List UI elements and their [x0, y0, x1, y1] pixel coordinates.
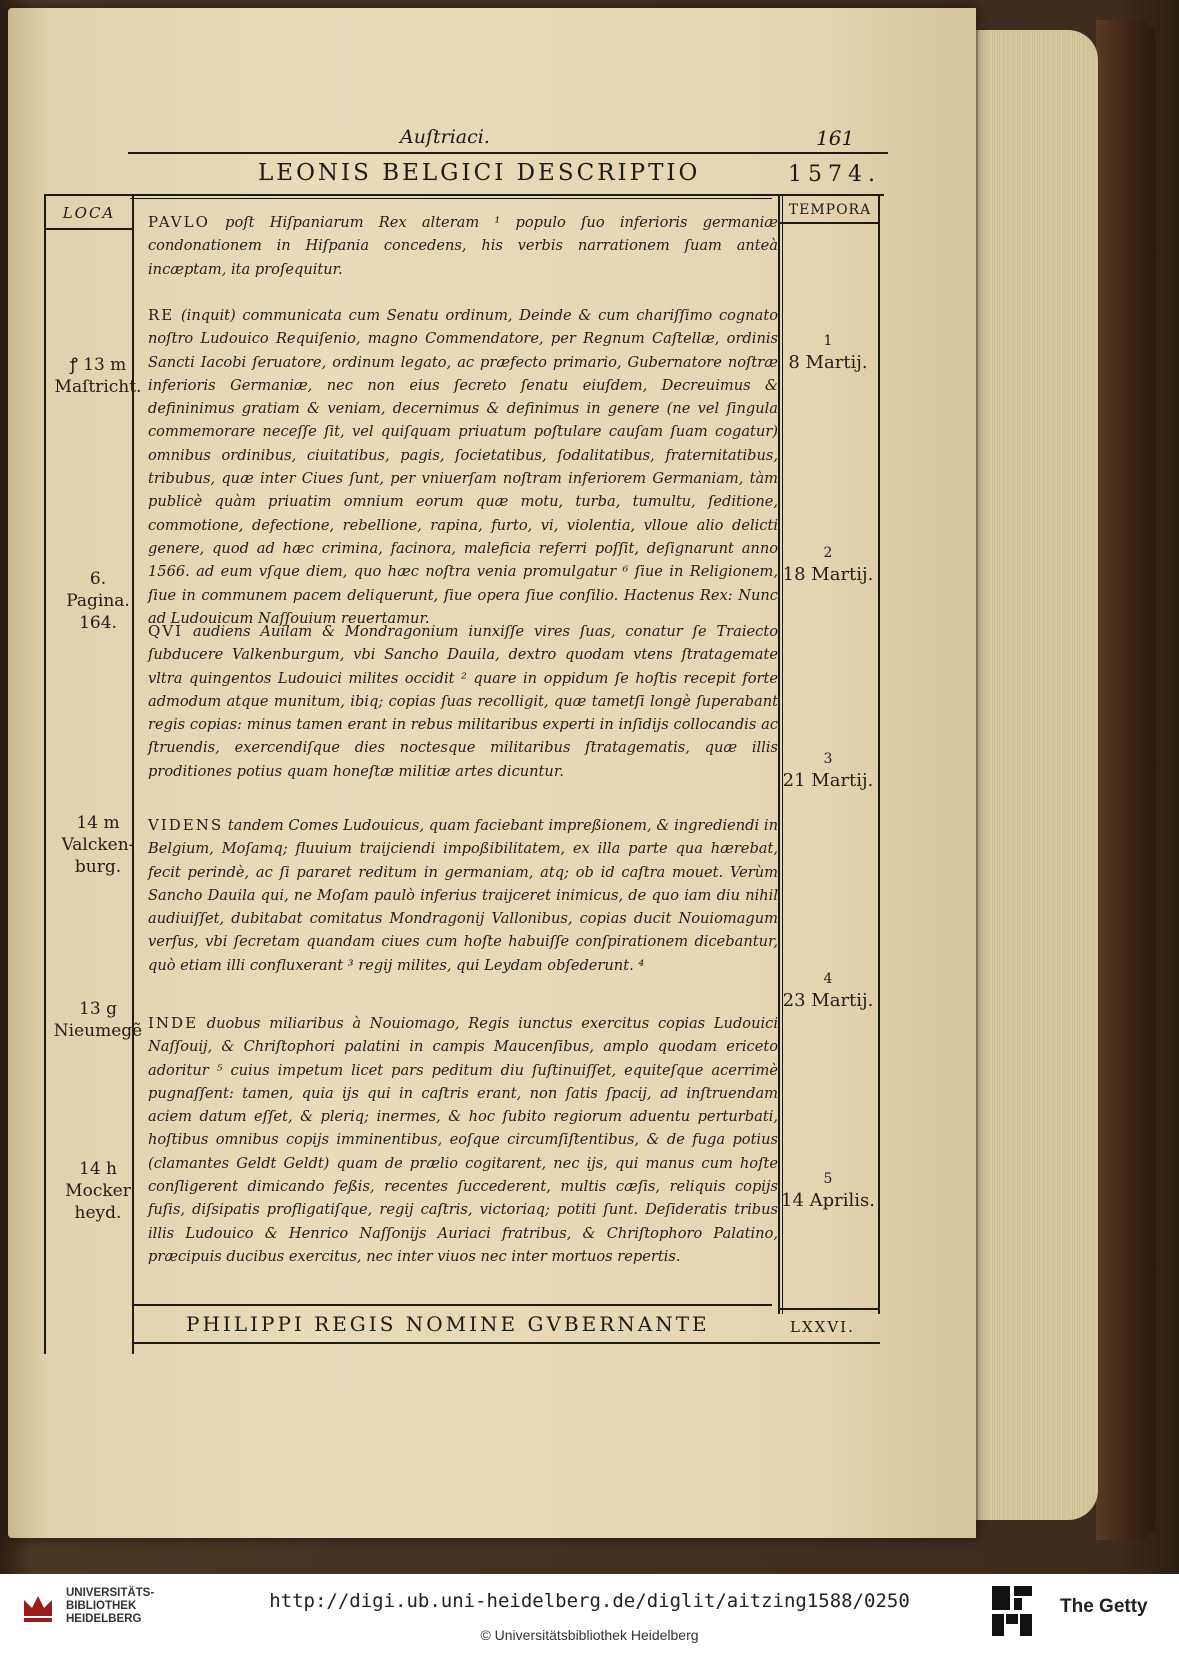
footer-title: PHILIPPI REGIS NOMINE GVBERNANTE	[186, 1312, 710, 1336]
paragraph-2-text: (inquit) communicata cum Senatu ordinum, Deinde & cum chariſſimo cognato noſtro Ludouico Requiſenio, magno Commendatore, per Regnum Caſtellæ, ordinis Sancti Iacobi ſeruatore, ordinum legato, ac præfecto primario, Gubernatore noſtræ inferioris Germaniæ, nec non eius ſecreto ſenatu eiuſdem, Decreuimus & defininimus gratiam & veniam, decernimus & definimus in genere (ne vel ſingula commemorare neceſſe ſit, vel quiſquam priuatum poſtulare cauſam ſuam cogatur) omnibus ordinibus, ciuitatibus, pagis, ſocietatibus, ſodalitatibus, fraternitatibus, tribubus, quæ inter Ciues ſunt, per vniuerſam noſtram inferiorem Germaniam, tàm publicè quàm priuatim omnium eorum quæ motu, turba, tumultu, ſeditione, commotione, defectione, rebellione, rapina, furto, vi, violentia, vlloue alio delicti genere, quod ad hæc crimina, facinora, maleficia referri poſſit, deſignarunt anno 1566. ad eum vſque diem, quo hæc noſtra venia promulgatur ⁶ ſiue in Religionem, ſiue in communem pacem deliquerunt, ſiue opera ſiue conſilio. Hactenus Rex: Nunc ad Ludouicum Naſſouium reuertamur.	[148, 307, 778, 627]
paragraph-5-text: duobus miliaribus à Nouiomago, Regis iunctus exercitus copias Ludouici Naſſouij, & Chriſtophori palatini in campis Maucenſibus, amplo quodam ericeto adoritur ⁵ cuius impetum licet pars peditum diu ſuſtinuiſſet, equiteſque acerrimè pugnaſſent: tamen, quia ijs qui in caſtris erant, non ſatis ſpacij, ad inſtruendam aciem datum eſſet, & pleriq; inermes, & hoc ſubito regiorum aduentu perturbati, hoſtibus omnibus copijs imminentibus, eoſque circumſiſtentibus, & de fuga potius (clamantes Geldt Geldt) quam de prælio cogitarent, nec ijs, qui manus cum hoſte conſligerent dimicando feßis, recentes ſuccederent, multis cæſis, reliquis copijs fuſis, diſsipatis profligatiſque, regij caſtris, victoriaq; potiti ſunt. Deſideratis tribus illis Ludouico & Henrico Naſſonijs Auriaci fratribus, & Chriſtophoro Palatino, præcipuis ducibus exercitus, nec inter viuos nec inter mortuos repertis.	[148, 1015, 778, 1265]
paragraph-5-lead: INDE	[148, 1014, 199, 1032]
book-cover-edge	[1096, 20, 1156, 1540]
loca-note-5: 14 h Mocker heyd.	[65, 1159, 131, 1223]
tempora-note-3: 3 21 Martij.	[782, 751, 874, 791]
frame-left-outer	[44, 194, 46, 1354]
getty-wordmark: The Getty	[1060, 1596, 1148, 1617]
header-year: 1574.	[788, 162, 881, 187]
paragraph-2	[148, 304, 778, 630]
paragraph-3-lead: QVI	[148, 622, 184, 640]
paragraph-3	[148, 620, 778, 783]
frame-top-rule-2	[130, 198, 772, 199]
paragraph-1	[148, 211, 778, 281]
paragraph-1-text: poſt Hiſpaniarum Rex alteram ¹ populo ſuo inferioris germaniæ condonationem in Hiſpania concedens, his verbis narrationem ſuam anteà incæptam, ita proſequitur.	[148, 214, 778, 278]
tempora-note-1: 1 8 Martij.	[788, 333, 868, 373]
paragraph-4-lead: VIDENS	[148, 816, 224, 834]
tempora-note-5: 5 14 Aprilis.	[781, 1171, 875, 1211]
paragraph-1-lead: PAVLO	[148, 213, 210, 231]
loca-label: LOCA	[62, 204, 116, 222]
paragraph-2-lead: RE	[148, 306, 175, 324]
footer-signature: LXXVI.	[790, 1318, 855, 1336]
tempora-note-4: 4 23 Martij.	[782, 971, 874, 1011]
paragraph-4	[148, 814, 778, 977]
loca-note-3: 14 m Valcken- burg.	[61, 813, 135, 877]
source-url[interactable]: http://digi.ub.uni-heidelberg.de/diglit/aitzing1588/0250	[269, 1590, 910, 1612]
ub-heidelberg-wordmark: UNIVERSITÄTS- BIBLIOTHEK HEIDELBERG	[66, 1587, 155, 1625]
paragraph-4-text: tandem Comes Ludouicus, quam faciebant impreßionem, & ingrediendi in Belgium, Moſamq; fluuium traijciendi impoßibilitatem, ex illa parte qua hærebat, fecit perindè, ac ſi pararet reditum in germaniam, atq; ob id caſtra mouet. Verùm Sancho Dauila qui, ne Moſam paulò inferius traijceret inimicus, de quo iam diu nihil audiuiſſet, dubitabat comitatus Mondragonij Vallonibus, copias ducit Nouiomagum verſus, vbi ſecretam quandam ciues cum hoſte habuiſſe conſpirationem dicebantur, quò etiam illi confluxerant ³ regij milites, qui Leydam obſederunt. ⁴	[148, 817, 778, 974]
book-page	[8, 8, 976, 1538]
page-stack	[976, 30, 1098, 1520]
paragraph-5	[148, 1012, 778, 1268]
footer-rule-right	[780, 1308, 880, 1310]
tempora-label: TEMPORA	[788, 202, 872, 218]
getty-logo-icon	[990, 1584, 1036, 1640]
copyright-notice: © Universitätsbibliothek Heidelberg	[480, 1627, 699, 1643]
loca-note-4: 13 g Nieumegẽ	[53, 999, 143, 1041]
running-head-title: Auſtriaci.	[400, 126, 490, 148]
footer-bottom-rule	[132, 1342, 880, 1344]
paragraph-3-text: audiens Auilam & Mondragonium iunxiſſe vires ſuas, conatur ſe Traiecto ſubducere Valkenburgum, vbi Sancho Dauila, dextro quodam vtens ſtratagemate vltra quingentos Ludouici milites occidit ² quare in oppidum ſe hoſtis recepit forte admodum atque munitum, ibiq; copias ſuas recolligit, quæ tametſi longè ſuperabant regis copias: minus tamen erant in rebus militaribus experti in inſidijs collocandis ac ſtruendis, exercendiſque dies noctesque militaribus ſtratagematis, quæ illis proditiones potius quam honeſtæ militiæ artes dicuntur.	[148, 623, 778, 780]
credit-bar	[0, 1574, 1179, 1659]
head-rule	[128, 152, 888, 154]
frame-right-outer	[878, 194, 880, 1314]
footer-rule	[132, 1304, 772, 1306]
loca-note-1: ꝭ 13 m Maſtricht.	[54, 355, 142, 397]
frame-top-rule	[44, 194, 884, 196]
loca-rule	[44, 228, 134, 230]
page-number: 161	[816, 126, 855, 150]
loca-note-2: 6. Pagina. 164.	[66, 569, 130, 633]
tempora-note-2: 2 18 Martij.	[782, 545, 874, 585]
header-title: LEONIS BELGICI DESCRIPTIO	[258, 160, 701, 186]
tempora-rule	[780, 222, 880, 224]
